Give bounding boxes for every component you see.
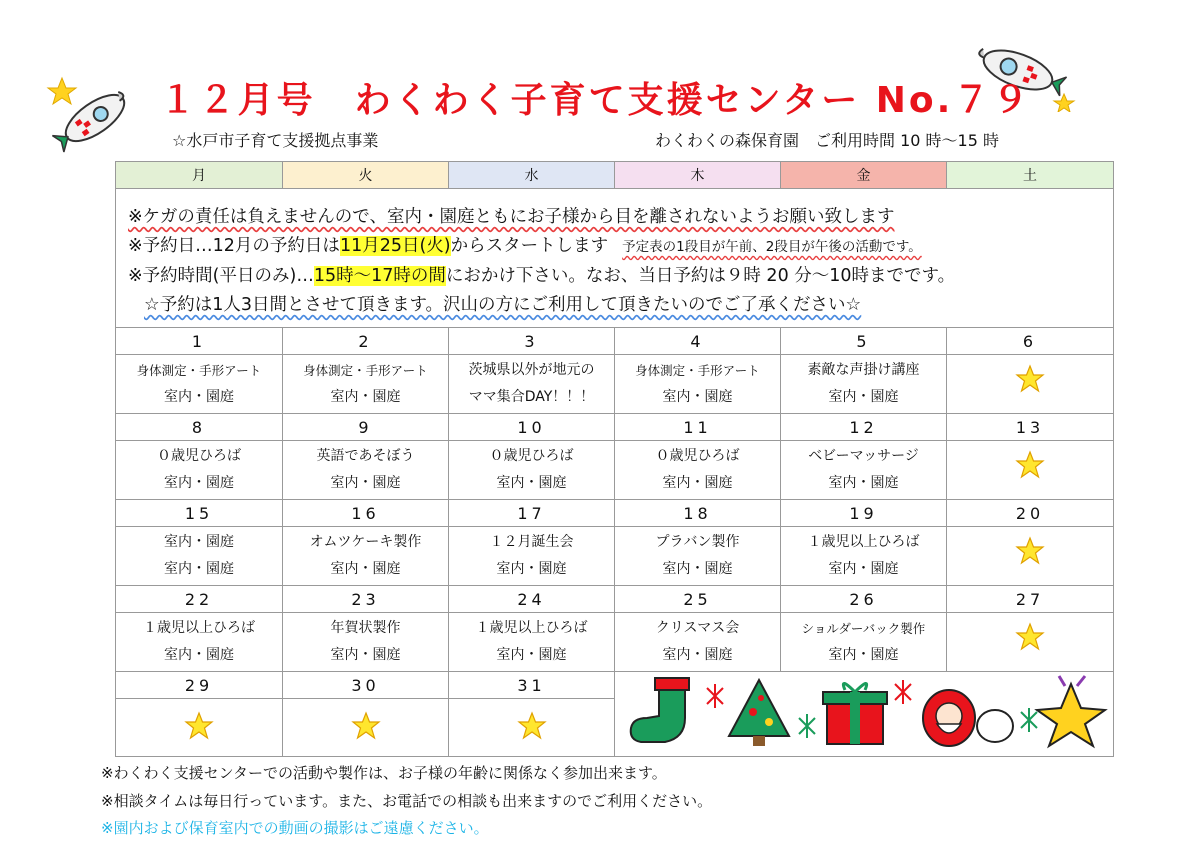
schedule-note: 予定表の1段目が午前、2段目が午後の活動です。 bbox=[622, 239, 922, 255]
pm-activity: 室内・園庭 bbox=[330, 561, 401, 577]
activity-cell bbox=[283, 527, 449, 586]
activity-cell bbox=[283, 613, 449, 672]
date-cell: 13 bbox=[947, 414, 1114, 441]
activity-cell bbox=[116, 699, 283, 757]
weekday-header-fri: 金 bbox=[781, 162, 947, 189]
pm-activity: 室内・園庭 bbox=[662, 389, 733, 405]
am-activity: プラバン製作 bbox=[655, 534, 740, 550]
activity-cell bbox=[781, 355, 947, 414]
activity-cell bbox=[947, 527, 1114, 586]
date-cell: 22 bbox=[116, 586, 283, 613]
activity-cell bbox=[449, 613, 615, 672]
date-cell: 2 bbox=[283, 328, 449, 355]
star-icon bbox=[1015, 622, 1045, 652]
star-icon bbox=[517, 711, 547, 741]
activity-cell bbox=[116, 441, 283, 500]
activity-cell bbox=[615, 613, 781, 672]
gift-box-icon bbox=[823, 683, 887, 744]
date-row bbox=[116, 328, 1114, 355]
date-cell: 27 bbox=[947, 586, 1114, 613]
date-cell: 29 bbox=[116, 672, 283, 699]
program-label: ☆水戸市子育て支援拠点事業 bbox=[172, 131, 379, 150]
activity-cell bbox=[947, 613, 1114, 672]
christmas-decoration bbox=[615, 672, 1114, 757]
activity-cell bbox=[283, 699, 449, 757]
am-activity: ０歳児ひろば bbox=[655, 448, 740, 464]
weekday-header-wed: 水 bbox=[449, 162, 615, 189]
pm-activity: 室内・園庭 bbox=[330, 475, 401, 491]
am-activity: オムツケーキ製作 bbox=[309, 534, 422, 550]
pm-activity: 室内・園庭 bbox=[164, 647, 234, 663]
christmas-tree-icon bbox=[729, 680, 789, 746]
pm-activity: 室内・園庭 bbox=[330, 389, 401, 405]
date-cell: 30 bbox=[283, 672, 449, 699]
footer-note-2: ※相談タイムは毎日行っています。また、お電話での相談も出来ますのでご利用ください。 bbox=[101, 792, 713, 810]
activity-cell bbox=[615, 355, 781, 414]
am-activity: 身体測定・手形アート bbox=[303, 363, 428, 378]
star-icon bbox=[1015, 536, 1045, 566]
am-activity: １歳児以上ひろば bbox=[143, 620, 255, 636]
pm-activity: 室内・園庭 bbox=[496, 647, 567, 663]
star-icon bbox=[1015, 450, 1045, 480]
activity-cell bbox=[781, 613, 947, 672]
sparkle-icon bbox=[1021, 708, 1037, 732]
star-icon bbox=[184, 711, 214, 741]
am-activity: ベビーマッサージ bbox=[808, 448, 919, 464]
weekday-header-tue: 火 bbox=[283, 162, 449, 189]
calendar-table bbox=[115, 161, 1114, 757]
reservation-start-highlight: 11月25日(火) bbox=[339, 236, 451, 256]
am-activity: ショルダーバック製作 bbox=[801, 621, 926, 636]
date-row bbox=[116, 672, 1114, 699]
date-cell: 20 bbox=[947, 500, 1114, 527]
activity-cell bbox=[947, 441, 1114, 500]
activity-cell bbox=[449, 527, 615, 586]
activity-cell bbox=[449, 355, 615, 414]
date-cell: 5 bbox=[781, 328, 947, 355]
stocking-icon bbox=[631, 678, 689, 742]
weekday-header-row bbox=[116, 162, 1114, 189]
am-activity: 身体測定・手形アート bbox=[136, 363, 262, 378]
pm-activity: 室内・園庭 bbox=[662, 475, 733, 491]
pm-activity: 室内・園庭 bbox=[828, 647, 899, 663]
activity-cell bbox=[283, 441, 449, 500]
am-activity: 年賀状製作 bbox=[330, 620, 401, 636]
date-cell: 19 bbox=[781, 500, 947, 527]
date-cell: 6 bbox=[947, 328, 1114, 355]
am-activity: ０歳児ひろば bbox=[489, 448, 574, 464]
pm-activity: 室内・園庭 bbox=[496, 475, 567, 491]
weekday-header-thu: 木 bbox=[615, 162, 781, 189]
am-activity: 身体測定・手形アート bbox=[635, 363, 760, 378]
am-activity: １２月誕生会 bbox=[489, 534, 574, 550]
pm-activity: 室内・園庭 bbox=[828, 561, 899, 577]
am-activity: １歳児以上ひろば bbox=[807, 534, 920, 550]
notice-line-4: ☆予約は1人3日間とさせて頂きます。沢山の方にご利用して頂きたいのでご了承ください☆ bbox=[144, 295, 862, 315]
date-cell: 31 bbox=[449, 672, 615, 699]
date-cell: 10 bbox=[449, 414, 615, 441]
hours-label: わくわくの森保育園 ご利用時間 10 時～15 時 bbox=[655, 131, 999, 150]
weekday-header-sat: 土 bbox=[947, 162, 1114, 189]
notice-line-2: ※予約日…12月の予約日は11月25日(火)からスタートします 予定表の1段目が午前、2段目が午後の活動です。 bbox=[128, 236, 922, 256]
weekday-header-mon: 月 bbox=[116, 162, 283, 189]
date-cell: 9 bbox=[283, 414, 449, 441]
activity-cell bbox=[116, 613, 283, 672]
date-cell: 23 bbox=[283, 586, 449, 613]
date-cell: 8 bbox=[116, 414, 283, 441]
sparkle-icon bbox=[799, 714, 815, 738]
date-cell: 24 bbox=[449, 586, 615, 613]
am-activity: 茨城県以外が地元の bbox=[468, 362, 595, 378]
activity-cell bbox=[615, 527, 781, 586]
pm-activity: 室内・園庭 bbox=[496, 561, 567, 577]
activity-cell bbox=[781, 441, 947, 500]
activity-cell bbox=[947, 355, 1114, 414]
date-row bbox=[116, 414, 1114, 441]
notice-line-3: ※予約時間(平日のみ)…15時～17時の間におかけ下さい。なお、当日予約は９時 20 分～10時までです。 bbox=[128, 266, 956, 286]
date-cell: 1 bbox=[116, 328, 283, 355]
activity-cell bbox=[116, 527, 283, 586]
pm-activity: 室内・園庭 bbox=[662, 647, 733, 663]
pm-activity: 室内・園庭 bbox=[164, 475, 234, 491]
pm-activity: 室内・園庭 bbox=[662, 561, 733, 577]
star-ornament-icon bbox=[1037, 676, 1105, 746]
date-row bbox=[116, 500, 1114, 527]
reservation-time-highlight: 15時～17時の間 bbox=[313, 266, 446, 286]
footer-note-1: ※わくわく支援センターでの活動や製作は、お子様の年齢に関係なく参加出来ます。 bbox=[101, 764, 667, 782]
date-cell: 3 bbox=[449, 328, 615, 355]
activity-cell bbox=[449, 699, 615, 757]
activity-cell bbox=[615, 441, 781, 500]
pm-activity: 室内・園庭 bbox=[164, 561, 234, 577]
activity-row bbox=[116, 355, 1114, 414]
pm-activity: 室内・園庭 bbox=[828, 389, 899, 405]
date-cell: 11 bbox=[615, 414, 781, 441]
date-cell: 26 bbox=[781, 586, 947, 613]
pm-activity: ママ集合DAY！！！ bbox=[468, 389, 595, 405]
star-icon bbox=[351, 711, 381, 741]
am-activity: ０歳児ひろば bbox=[157, 448, 241, 464]
date-cell: 4 bbox=[615, 328, 781, 355]
date-cell: 25 bbox=[615, 586, 781, 613]
date-cell: 17 bbox=[449, 500, 615, 527]
activity-row bbox=[116, 441, 1114, 500]
date-row bbox=[116, 586, 1114, 613]
star-icon bbox=[1015, 364, 1045, 394]
activity-cell bbox=[283, 355, 449, 414]
date-cell: 18 bbox=[615, 500, 781, 527]
am-activity: 素敵な声掛け講座 bbox=[807, 362, 920, 378]
date-cell: 15 bbox=[116, 500, 283, 527]
am-activity: 英語であそぼう bbox=[316, 448, 415, 464]
sparkle-icon bbox=[895, 680, 911, 704]
santa-icon bbox=[923, 690, 1013, 746]
date-cell: 12 bbox=[781, 414, 947, 441]
sparkle-icon bbox=[707, 684, 723, 708]
notice-box bbox=[116, 189, 1114, 328]
page-title: １２月号 わくわく子育て支援センター No.７９ bbox=[159, 80, 1032, 121]
date-cell: 16 bbox=[283, 500, 449, 527]
activity-row bbox=[116, 613, 1114, 672]
am-activity: １歳児以上ひろば bbox=[475, 620, 588, 636]
notice-line-1: ※ケガの責任は負えませんので、室内・園庭ともにお子様から目を離されないようお願い致します bbox=[128, 207, 895, 227]
activity-cell bbox=[116, 355, 283, 414]
am-activity: クリスマス会 bbox=[655, 620, 740, 636]
activity-cell bbox=[449, 441, 615, 500]
activity-row bbox=[116, 527, 1114, 586]
am-activity: 室内・園庭 bbox=[164, 534, 234, 550]
footer-note-3: ※園内および保育室内での動画の撮影はご遠慮ください。 bbox=[101, 819, 489, 837]
activity-cell bbox=[781, 527, 947, 586]
pm-activity: 室内・園庭 bbox=[828, 475, 899, 491]
pm-activity: 室内・園庭 bbox=[164, 389, 234, 405]
pm-activity: 室内・園庭 bbox=[330, 647, 401, 663]
